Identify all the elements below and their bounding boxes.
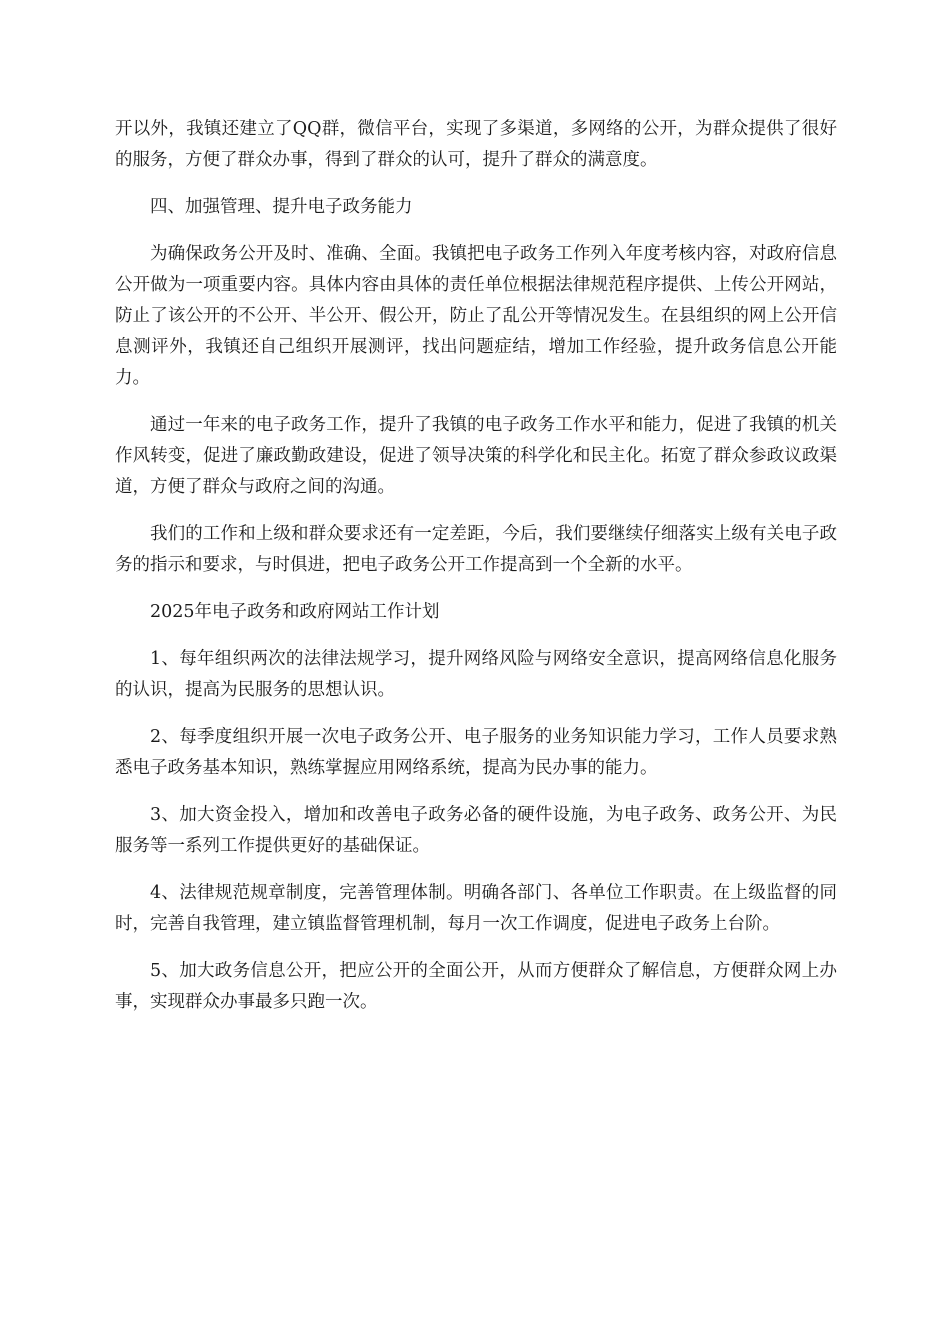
document-body bbox=[115, 114, 837, 1034]
paragraph: 我们的工作和上级和群众要求还有一定差距，今后，我们要继续仔细落实上级有关电子政务的指示和要求，与时俱进，把电子政务公开工作提高到一个全新的水平。 bbox=[115, 524, 837, 575]
paragraph: 为确保政务公开及时、准确、全面。我镇把电子政务工作列入年度考核内容，对政府信息公开做为一项重要内容。具体内容由具体的责任单位根据法律规范程序提供、上传公开网站，防止了该公开的不公开、半公开、假公开，防止了乱公开等情况发生。在县组织的网上公开信息测评外，我镇还自己组织开展测评，找出问题症结，增加工作经验，提升政务信息公开能力。 bbox=[115, 244, 837, 388]
paragraph-continuation: 开以外，我镇还建立了QQ群，微信平台，实现了多渠道，多网络的公开，为群众提供了很好的服务，方便了群众办事，得到了群众的认可，提升了群众的满意度。 bbox=[115, 119, 837, 170]
plan-item: 2、每季度组织开展一次电子政务公开、电子服务的业务知识能力学习，工作人员要求熟悉电子政务基本知识，熟练掌握应用网络系统，提高为民办事的能力。 bbox=[115, 727, 837, 778]
plan-item: 1、每年组织两次的法律法规学习，提升网络风险与网络安全意识，提高网络信息化服务的认识，提高为民服务的思想认识。 bbox=[115, 649, 837, 700]
plan-title: 2025年电子政务和政府网站工作计划 bbox=[150, 602, 440, 622]
section-heading-four: 四、加强管理、提升电子政务能力 bbox=[150, 197, 413, 217]
plan-item: 3、加大资金投入，增加和改善电子政务必备的硬件设施，为电子政务、政务公开、为民服务等一系列工作提供更好的基础保证。 bbox=[115, 805, 837, 856]
plan-item: 4、法律规范规章制度，完善管理体制。明确各部门、各单位工作职责。在上级监督的同时，完善自我管理，建立镇监督管理机制，每月一次工作调度，促进电子政务上台阶。 bbox=[115, 883, 837, 934]
paragraph: 通过一年来的电子政务工作，提升了我镇的电子政务工作水平和能力，促进了我镇的机关作风转变，促进了廉政勤政建设，促进了领导决策的科学化和民主化。拓宽了群众参政议政渠道，方便了群众与政府之间的沟通。 bbox=[115, 415, 837, 497]
plan-item: 5、加大政务信息公开，把应公开的全面公开，从而方便群众了解信息，方便群众网上办事，实现群众办事最多只跑一次。 bbox=[115, 961, 837, 1012]
